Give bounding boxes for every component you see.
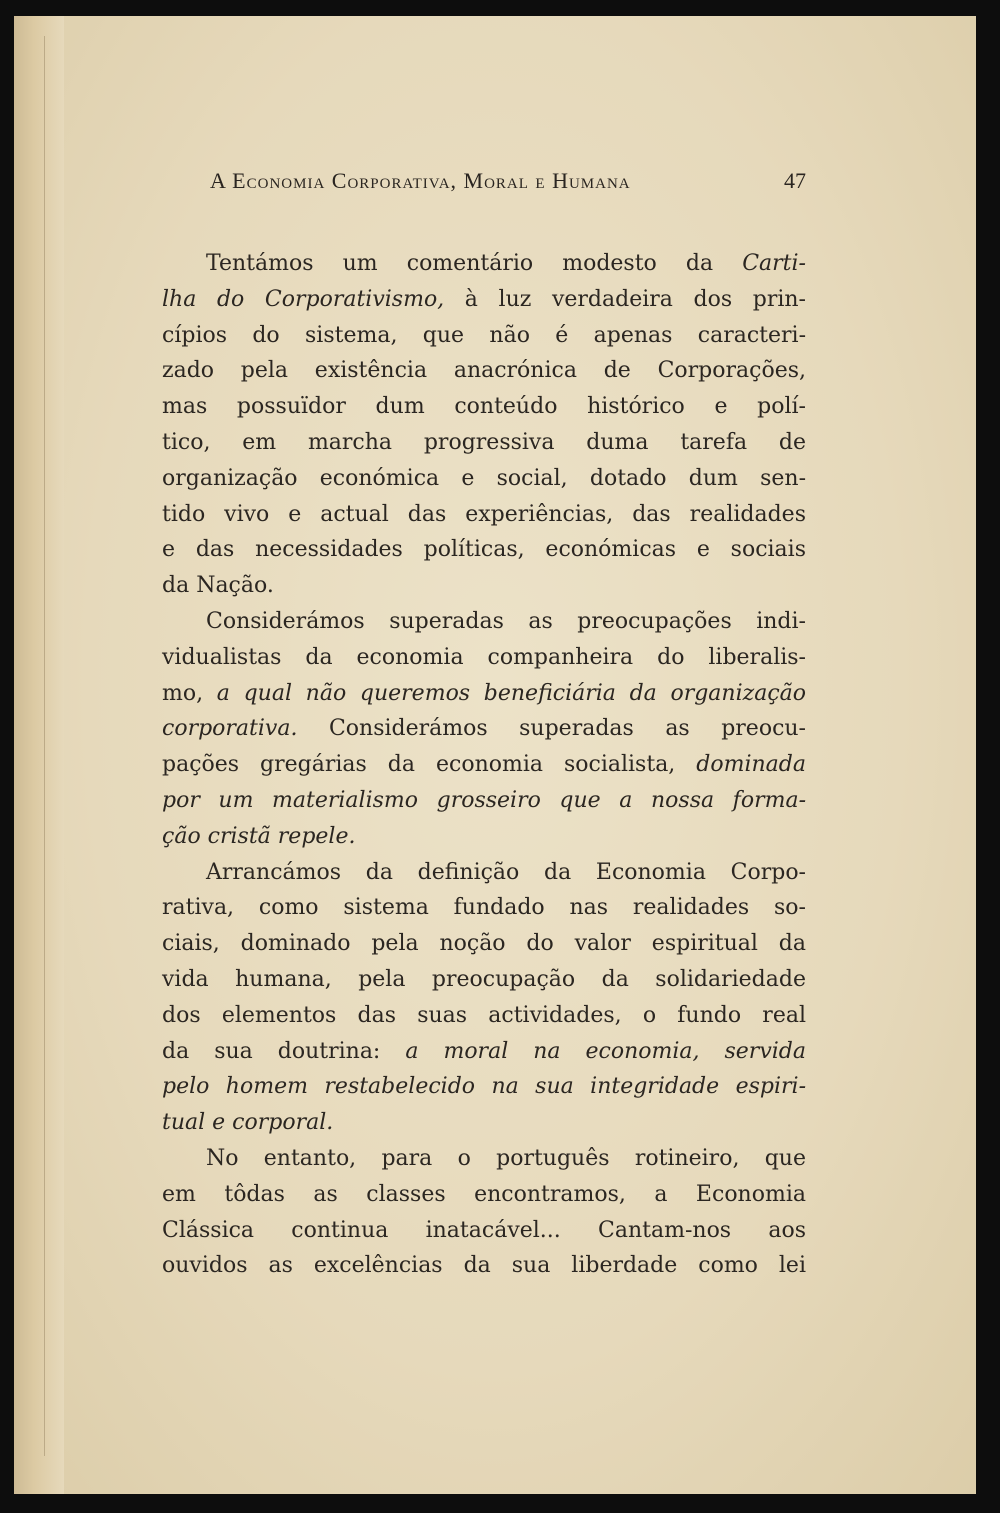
text-segment: Arrancámos da definição da Economia Corpo- bbox=[206, 859, 806, 885]
running-title: A Economia Corporativa, Moral e Humana bbox=[210, 168, 631, 193]
italic-text: a moral na economia, servida bbox=[405, 1038, 806, 1064]
text-segment: mas possuïdor dum conteúdo histórico e polí- bbox=[162, 394, 806, 420]
text-line bbox=[162, 819, 806, 855]
text-segment: à luz verdadeira dos prin- bbox=[444, 286, 806, 312]
text-line bbox=[162, 1248, 806, 1284]
gutter-crease bbox=[44, 36, 45, 1456]
text-line bbox=[162, 604, 806, 640]
text-segment: Clássica continua inatacável... Cantam-nos aos bbox=[162, 1217, 806, 1243]
page-gutter bbox=[14, 16, 64, 1494]
text-line bbox=[162, 711, 806, 747]
text-segment: vida humana, pela preocupação da solidariedade bbox=[162, 966, 806, 992]
text-segment: cípios do sistema, que não é apenas caracteri- bbox=[162, 322, 806, 348]
italic-text: ção cristã repele. bbox=[162, 823, 356, 849]
text-line bbox=[162, 1034, 806, 1070]
italic-text: lha do Corporativismo, bbox=[162, 286, 445, 312]
page-number: 47 bbox=[784, 168, 806, 193]
text-line bbox=[162, 353, 806, 389]
text-segment: da sua doutrina: bbox=[162, 1038, 406, 1064]
text-line bbox=[162, 318, 806, 354]
italic-text: tual e corporal. bbox=[162, 1110, 334, 1136]
text-segment: organização económica e social, dotado dum sen- bbox=[162, 465, 806, 491]
text-segment: dos elementos das suas actividades, o fundo real bbox=[162, 1002, 806, 1028]
text-line bbox=[162, 747, 806, 783]
text-line bbox=[162, 855, 806, 891]
text-segment: da Nação. bbox=[162, 573, 274, 599]
text-segment: Considerámos superadas as preocu- bbox=[297, 716, 806, 742]
text-line bbox=[162, 425, 806, 461]
text-segment: ouvidos as excelências da sua liberdade como lei bbox=[162, 1253, 806, 1279]
running-header bbox=[210, 168, 806, 202]
text-segment: mo, bbox=[162, 680, 217, 706]
text-segment: e das necessidades políticas, económicas e sociais bbox=[162, 537, 806, 563]
text-line bbox=[162, 497, 806, 533]
text-line bbox=[162, 568, 806, 604]
italic-text: dominada bbox=[696, 752, 806, 778]
text-segment: em tôdas as classes encontramos, a Economia bbox=[162, 1181, 806, 1207]
italic-text: pelo homem restabelecido na sua integridade espiri- bbox=[162, 1074, 806, 1100]
body-text bbox=[162, 246, 806, 1284]
text-line bbox=[162, 389, 806, 425]
text-segment: tido vivo e actual das experiências, das realidades bbox=[162, 501, 806, 527]
text-line bbox=[162, 461, 806, 497]
text-line bbox=[162, 676, 806, 712]
italic-text: por um materialismo grosseiro que a nossa forma- bbox=[162, 787, 806, 813]
text-segment: tico, em marcha progressiva duma tarefa de bbox=[162, 429, 806, 455]
text-line bbox=[162, 1177, 806, 1213]
text-line bbox=[162, 890, 806, 926]
book-page bbox=[14, 16, 976, 1494]
text-line bbox=[162, 1213, 806, 1249]
text-segment: zado pela existência anacrónica de Corporações, bbox=[162, 358, 806, 384]
text-segment: rativa, como sistema fundado nas realidades so- bbox=[162, 895, 806, 921]
text-line bbox=[162, 783, 806, 819]
text-segment: No entanto, para o português rotineiro, que bbox=[206, 1145, 806, 1171]
text-segment: Tentámos um comentário modesto da bbox=[206, 251, 743, 276]
text-line bbox=[162, 998, 806, 1034]
text-segment: Considerámos superadas as preocupações indi- bbox=[206, 608, 806, 634]
italic-text: a qual não queremos beneficiária da organização bbox=[216, 680, 807, 706]
text-segment: pações gregárias da economia socialista, bbox=[162, 752, 697, 778]
text-segment: ciais, dominado pela noção do valor espiritual da bbox=[162, 931, 806, 957]
text-line bbox=[162, 1069, 806, 1105]
text-line bbox=[162, 962, 806, 998]
text-line bbox=[162, 282, 806, 318]
italic-text: corporativa. bbox=[162, 716, 298, 742]
text-line bbox=[162, 1141, 806, 1177]
text-line bbox=[162, 1105, 806, 1141]
text-line bbox=[162, 532, 806, 568]
text-line bbox=[162, 640, 806, 676]
text-line bbox=[162, 246, 806, 282]
text-line bbox=[162, 926, 806, 962]
text-segment: vidualistas da economia companheira do liberalis- bbox=[162, 644, 806, 670]
italic-text: Carti- bbox=[742, 251, 806, 276]
